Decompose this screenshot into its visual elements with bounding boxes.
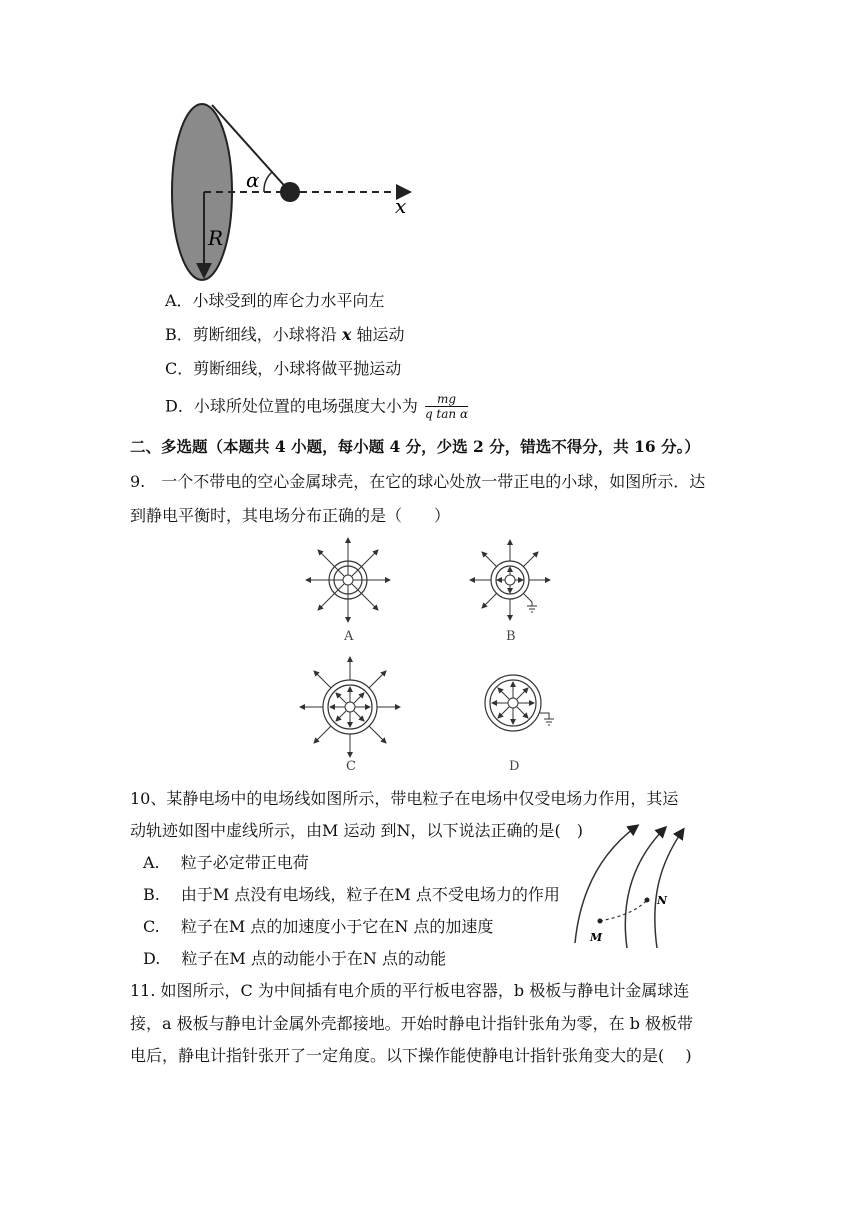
- q10-line2: 动轨迹如图中虚线所示，由M 运动 到N，以下说法正确的是( ): [130, 821, 584, 840]
- q8-option-b-prefix: B．剪断细线，小球将沿: [165, 325, 342, 344]
- q10-option-d: D. 粒子在M 点的动能小于在N 点的动能: [143, 949, 446, 968]
- q10-option-a: A. 粒子必定带正电荷: [143, 853, 309, 872]
- q9-figure-b: [470, 540, 550, 620]
- q9-figure-grid: [295, 535, 575, 780]
- field-line-2: [625, 828, 665, 948]
- angle-arc: [264, 172, 272, 192]
- q9-label-b: B: [506, 629, 516, 644]
- q11-line2: 接，a 极板与静电计金属外壳都接地。开始时静电计指针张角为零，在 b 极板带: [130, 1014, 694, 1033]
- section-2-heading: 二、多选题（本题共 4 小题，每小题 4 分，少选 2 分，错选不得分，共 16 分。）: [130, 437, 700, 456]
- q8-option-b: [165, 324, 405, 346]
- radius-label: R: [208, 226, 224, 250]
- q8-option-c: C．剪断细线，小球将做平抛运动: [165, 359, 402, 378]
- q9-figure-c: [300, 657, 400, 757]
- label-n: N: [657, 894, 668, 907]
- q10-option-c: C. 粒子在M 点的加速度小于它在N 点的加速度: [143, 917, 494, 936]
- q8-option-b-var: x: [341, 325, 352, 344]
- fraction-numerator: mg: [425, 392, 468, 407]
- q8-option-a: A．小球受到的库仑力水平向左: [165, 291, 385, 310]
- q8-option-d-prefix: D．小球所处位置的电场强度大小为: [165, 396, 418, 416]
- point-m: [598, 919, 603, 924]
- q9-label-d: D: [509, 759, 520, 774]
- q9-line2: 到静电平衡时，其电场分布正确的是（ ）: [130, 506, 451, 525]
- q10-field-figure: [565, 818, 695, 950]
- field-fraction: [425, 392, 468, 421]
- field-line-1: [575, 826, 637, 943]
- q9-figure-d: [485, 675, 554, 731]
- q8-disk-figure: [160, 95, 430, 295]
- alpha-label: α: [246, 168, 260, 192]
- q9-figure-a: [306, 538, 390, 622]
- trajectory: [600, 900, 647, 921]
- q11-line1: 11. 如图所示，C 为中间插有电介质的平行板电容器，b 极板与静电计金属球连: [130, 981, 690, 1000]
- q8-option-b-suffix: 轴运动: [351, 325, 405, 344]
- q9-line1: 9. 一个不带电的空心金属球壳，在它的球心处放一带正电的小球，如图所示．达: [130, 472, 706, 491]
- q10-option-b: B. 由于M 点没有电场线，粒子在M 点不受电场力的作用: [143, 885, 560, 904]
- field-line-3: [655, 830, 683, 948]
- label-m: M: [590, 931, 603, 944]
- x-axis-label: x: [395, 194, 407, 218]
- q9-label-a: A: [344, 629, 354, 644]
- charged-ball: [280, 182, 300, 202]
- q9-label-c: C: [346, 759, 356, 774]
- fraction-denominator: q tan α: [424, 407, 469, 421]
- q11-line3: 电后，静电计指针张开了一定角度。以下操作能使静电计指针张角变大的是( ): [130, 1046, 692, 1065]
- q10-line1: 10、某静电场中的电场线如图所示，带电粒子在电场中仅受电场力作用，其运: [130, 789, 679, 808]
- point-n: [645, 898, 650, 903]
- q8-option-d: [165, 392, 468, 421]
